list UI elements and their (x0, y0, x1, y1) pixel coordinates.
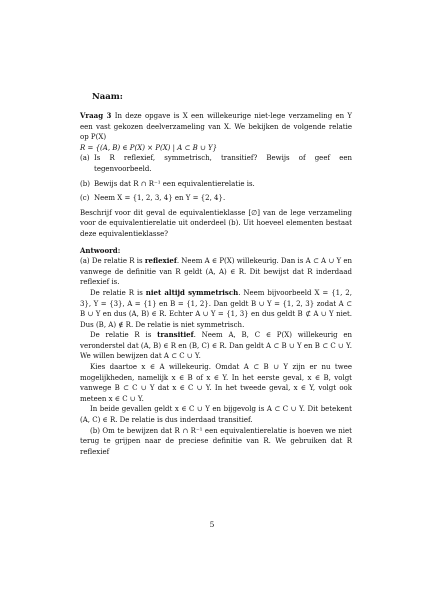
question-item-c-note: Beschrijf voor dit geval de equivalentieklasse [∅] van de lege verzameling voor de equivalentierelatie uit onderdeel (b). Uit hoeveel elementen bestaat deze equivalentieklasse? (80, 208, 352, 238)
text: . Neem A ∈ P(X) willekeurig. Dan is A ⊂ A ∪ Y en vanwege de definitie van R geldt (A, A) ∈ R. Dit bewijst dat R inderdaad reflexief is. (80, 257, 352, 287)
answer-reflexive (80, 256, 352, 288)
item-mark: (a) (80, 154, 90, 163)
answer-transitive-p2: Kies daartoe x ∈ A willekeurig. Omdat A ⊂ B ∪ Y zijn er nu twee mogelijkheden, namelijk x ∈ B of x ∈ Y. In het eerste geval, x ∈ B, volgt vanwege B ⊂ C ∪ Y dat x ∈ C ∪ Y. In het tweede geval, x ∈ Y, volgt ook meteen x ∈ C ∪ Y. (80, 363, 352, 403)
question-item-b (80, 179, 352, 190)
question-intro-text: In deze opgave is X een willekeurige niet-lege verzameling en Y een vast gekozen deelverzameling van X. We bekijken de volgende relatie op P(X) (80, 112, 352, 142)
item-mark: (b) (80, 179, 90, 188)
answer-symmetric (80, 288, 352, 330)
emphasis: niet altijd symmetrisch (145, 287, 239, 297)
item-text: Bewijs dat R ∩ R⁻¹ een equivalentierelatie is. (94, 179, 255, 188)
question-item-c (80, 193, 352, 204)
emphasis: transitief (157, 330, 194, 340)
item-text: Neem X = {1, 2, 3, 4} en Y = {2, 4}. (94, 194, 226, 203)
text: De relatie R is (90, 331, 158, 340)
item-mark: (c) (80, 194, 90, 203)
answer-part-b: (b) Om te bewijzen dat R ∩ R⁻¹ een equivalentierelatie is hoeven we niet terug te grijpen naar de preciese definitie van R. We gebruiken dat R reflexief (80, 426, 352, 456)
question-intro (80, 111, 352, 143)
answer-transitive-p3: In beide gevallen geldt x ∈ C ∪ Y en bijgevolg is A ⊂ C ∪ Y. Dit betekent (A, C) ∈ R. De relatie is dus inderdaad transitief. (80, 405, 352, 425)
page-number: 5 (209, 520, 215, 529)
text: (a) De relatie R is (80, 257, 145, 266)
question-title: Vraag 3 (80, 111, 112, 120)
relation-formula: R = {(A, B) ∈ P(X) × P(X) | A ⊂ B ∪ Y} (80, 143, 218, 152)
answer-transitive (80, 330, 352, 362)
question-item-a (80, 153, 352, 174)
text: De relatie R is (90, 288, 146, 297)
question-items (80, 153, 352, 239)
answer-heading: Antwoord: (80, 245, 121, 255)
name-label: Naam: (92, 92, 123, 102)
emphasis: reflexief (144, 256, 177, 266)
text: . Neem bijvoorbeeld X = {1, 2, 3}, Y = {3}, A = {1} en B = {1, 2}. Dan geldt B ∪ Y = {1, 2, 3} zodat A ⊂ B ∪ Y en dus (A, B) ∈ R. Echter A ∪ Y = {1, 3} en dus geldt B ⊄ A ∪ Y niet. Dus (B, A) ∉ R. De relatie is niet symmetrisch. (80, 288, 352, 329)
text: . Neem A, B, C ∈ P(X) willekeurig en veronderstel dat (A, B) ∈ R en (B, C) ∈ R. Dan geldt A ⊂ B ∪ Y en B ⊂ C ∪ Y. We willen bewijzen dat A ⊂ C ∪ Y. (80, 331, 352, 361)
item-text: Is R reflexief, symmetrisch, transitief? Bewijs of geef een tegenvoorbeeld. (94, 154, 352, 173)
document-content (80, 111, 352, 457)
